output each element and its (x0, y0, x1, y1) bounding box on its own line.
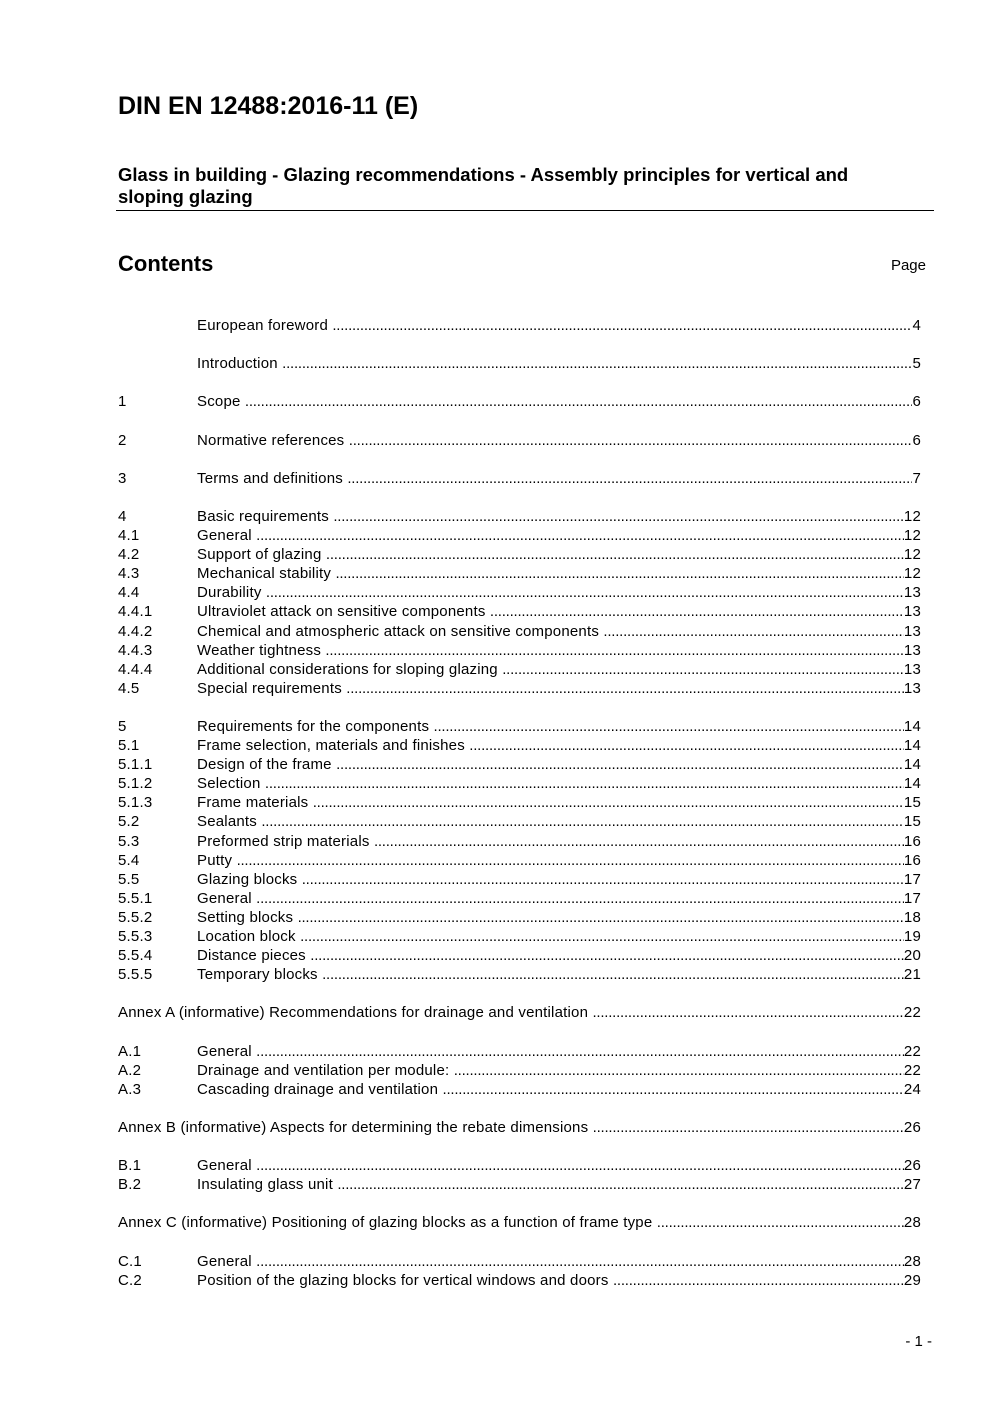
toc-entry-5-5-1[interactable]: 5.5.1 General . . . 17 (118, 889, 921, 908)
toc-entry-5-5[interactable]: 5.5 Glazing blocks . . . 17 (118, 870, 921, 889)
toc-entry-4-4-1[interactable]: 4.4.1 Ultraviolet attack on sensitive components . . . 13 (118, 602, 921, 621)
toc-entry-a-3[interactable]: A.3 Cascading drainage and ventilation . . . 24 (118, 1080, 921, 1099)
toc-entry-a-1[interactable]: A.1 General . . . 22 (118, 1042, 921, 1061)
toc-entry-5-5-5[interactable]: 5.5.5 Temporary blocks . . . 21 (118, 965, 921, 984)
toc-entry-3[interactable]: 3 Terms and definitions . . . 7 (118, 469, 921, 488)
toc-entry-4-5[interactable]: 4.5 Special requirements . . . 13 (118, 679, 921, 698)
toc-entry-5-1-2[interactable]: 5.1.2 Selection . . . 14 (118, 774, 921, 793)
toc-entry-5-5-4[interactable]: 5.5.4 Distance pieces . . . 20 (118, 946, 921, 965)
toc-entry-annex-c[interactable]: Annex C (informative) Positioning of glazing blocks as a function of frame type . . . 28 (118, 1213, 921, 1232)
toc-entry-2[interactable]: 2 Normative references . . . 6 (118, 431, 921, 450)
toc-entry-4-4[interactable]: 4.4 Durability . . . 13 (118, 583, 921, 602)
table-of-contents (118, 316, 921, 1290)
toc-entry-5-1[interactable]: 5.1 Frame selection, materials and finishes . . . 14 (118, 736, 921, 755)
toc-entry-c-2[interactable]: C.2 Position of the glazing blocks for vertical windows and doors . . . 29 (118, 1271, 921, 1290)
toc-entry-4-2[interactable]: 4.2 Support of glazing . . . 12 (118, 545, 921, 564)
toc-entry-4-3[interactable]: 4.3 Mechanical stability . . . 12 (118, 564, 921, 583)
toc-entry-annex-b[interactable]: Annex B (informative) Aspects for determining the rebate dimensions . . . 26 (118, 1118, 921, 1137)
toc-entry-5-4[interactable]: 5.4 Putty . . . 16 (118, 851, 921, 870)
toc-entry-european-foreword[interactable]: European foreword . . . 4 (118, 316, 921, 335)
contents-heading: Contents (118, 251, 214, 276)
toc-entry-a-2[interactable]: A.2 Drainage and ventilation per module: . . . 22 (118, 1061, 921, 1080)
page-column-label: Page (890, 257, 926, 274)
page-number: - 1 - (905, 1333, 932, 1350)
toc-entry-4-4-3[interactable]: 4.4.3 Weather tightness . . . 13 (118, 641, 921, 660)
toc-entry-5-3[interactable]: 5.3 Preformed strip materials . . . 16 (118, 832, 921, 851)
toc-entry-5-2[interactable]: 5.2 Sealants . . . 15 (118, 812, 921, 831)
toc-entry-4-4-4[interactable]: 4.4.4 Additional considerations for sloping glazing . . . 13 (118, 660, 921, 679)
toc-entry-5-1-1[interactable]: 5.1.1 Design of the frame . . . 14 (118, 755, 921, 774)
toc-entry-1[interactable]: 1 Scope . . . 6 (118, 392, 921, 411)
document-title: Glass in building - Glazing recommendations - Assembly principles for vertical and sloping glazing (118, 164, 849, 207)
title-divider (116, 210, 934, 211)
toc-entry-annex-a[interactable]: Annex A (informative) Recommendations for drainage and ventilation . . . 22 (118, 1003, 921, 1022)
toc-entry-introduction[interactable]: Introduction . . . 5 (118, 354, 921, 373)
toc-entry-b-2[interactable]: B.2 Insulating glass unit . . . 27 (118, 1175, 921, 1194)
toc-entry-4[interactable]: 4 Basic requirements . . . 12 (118, 507, 921, 526)
toc-entry-5[interactable]: 5 Requirements for the components . . . 14 (118, 717, 921, 736)
toc-entry-4-1[interactable]: 4.1 General . . . 12 (118, 526, 921, 545)
toc-entry-5-5-2[interactable]: 5.5.2 Setting blocks . . . 18 (118, 908, 921, 927)
toc-entry-c-1[interactable]: C.1 General . . . 28 (118, 1252, 921, 1271)
toc-entry-5-5-3[interactable]: 5.5.3 Location block . . . 19 (118, 927, 921, 946)
toc-entry-4-4-2[interactable]: 4.4.2 Chemical and atmospheric attack on sensitive components . . . 13 (118, 622, 921, 641)
toc-entry-b-1[interactable]: B.1 General . . . 26 (118, 1156, 921, 1175)
document-id: DIN EN 12488:2016-11 (E) (118, 92, 419, 120)
toc-entry-5-1-3[interactable]: 5.1.3 Frame materials . . . 15 (118, 793, 921, 812)
